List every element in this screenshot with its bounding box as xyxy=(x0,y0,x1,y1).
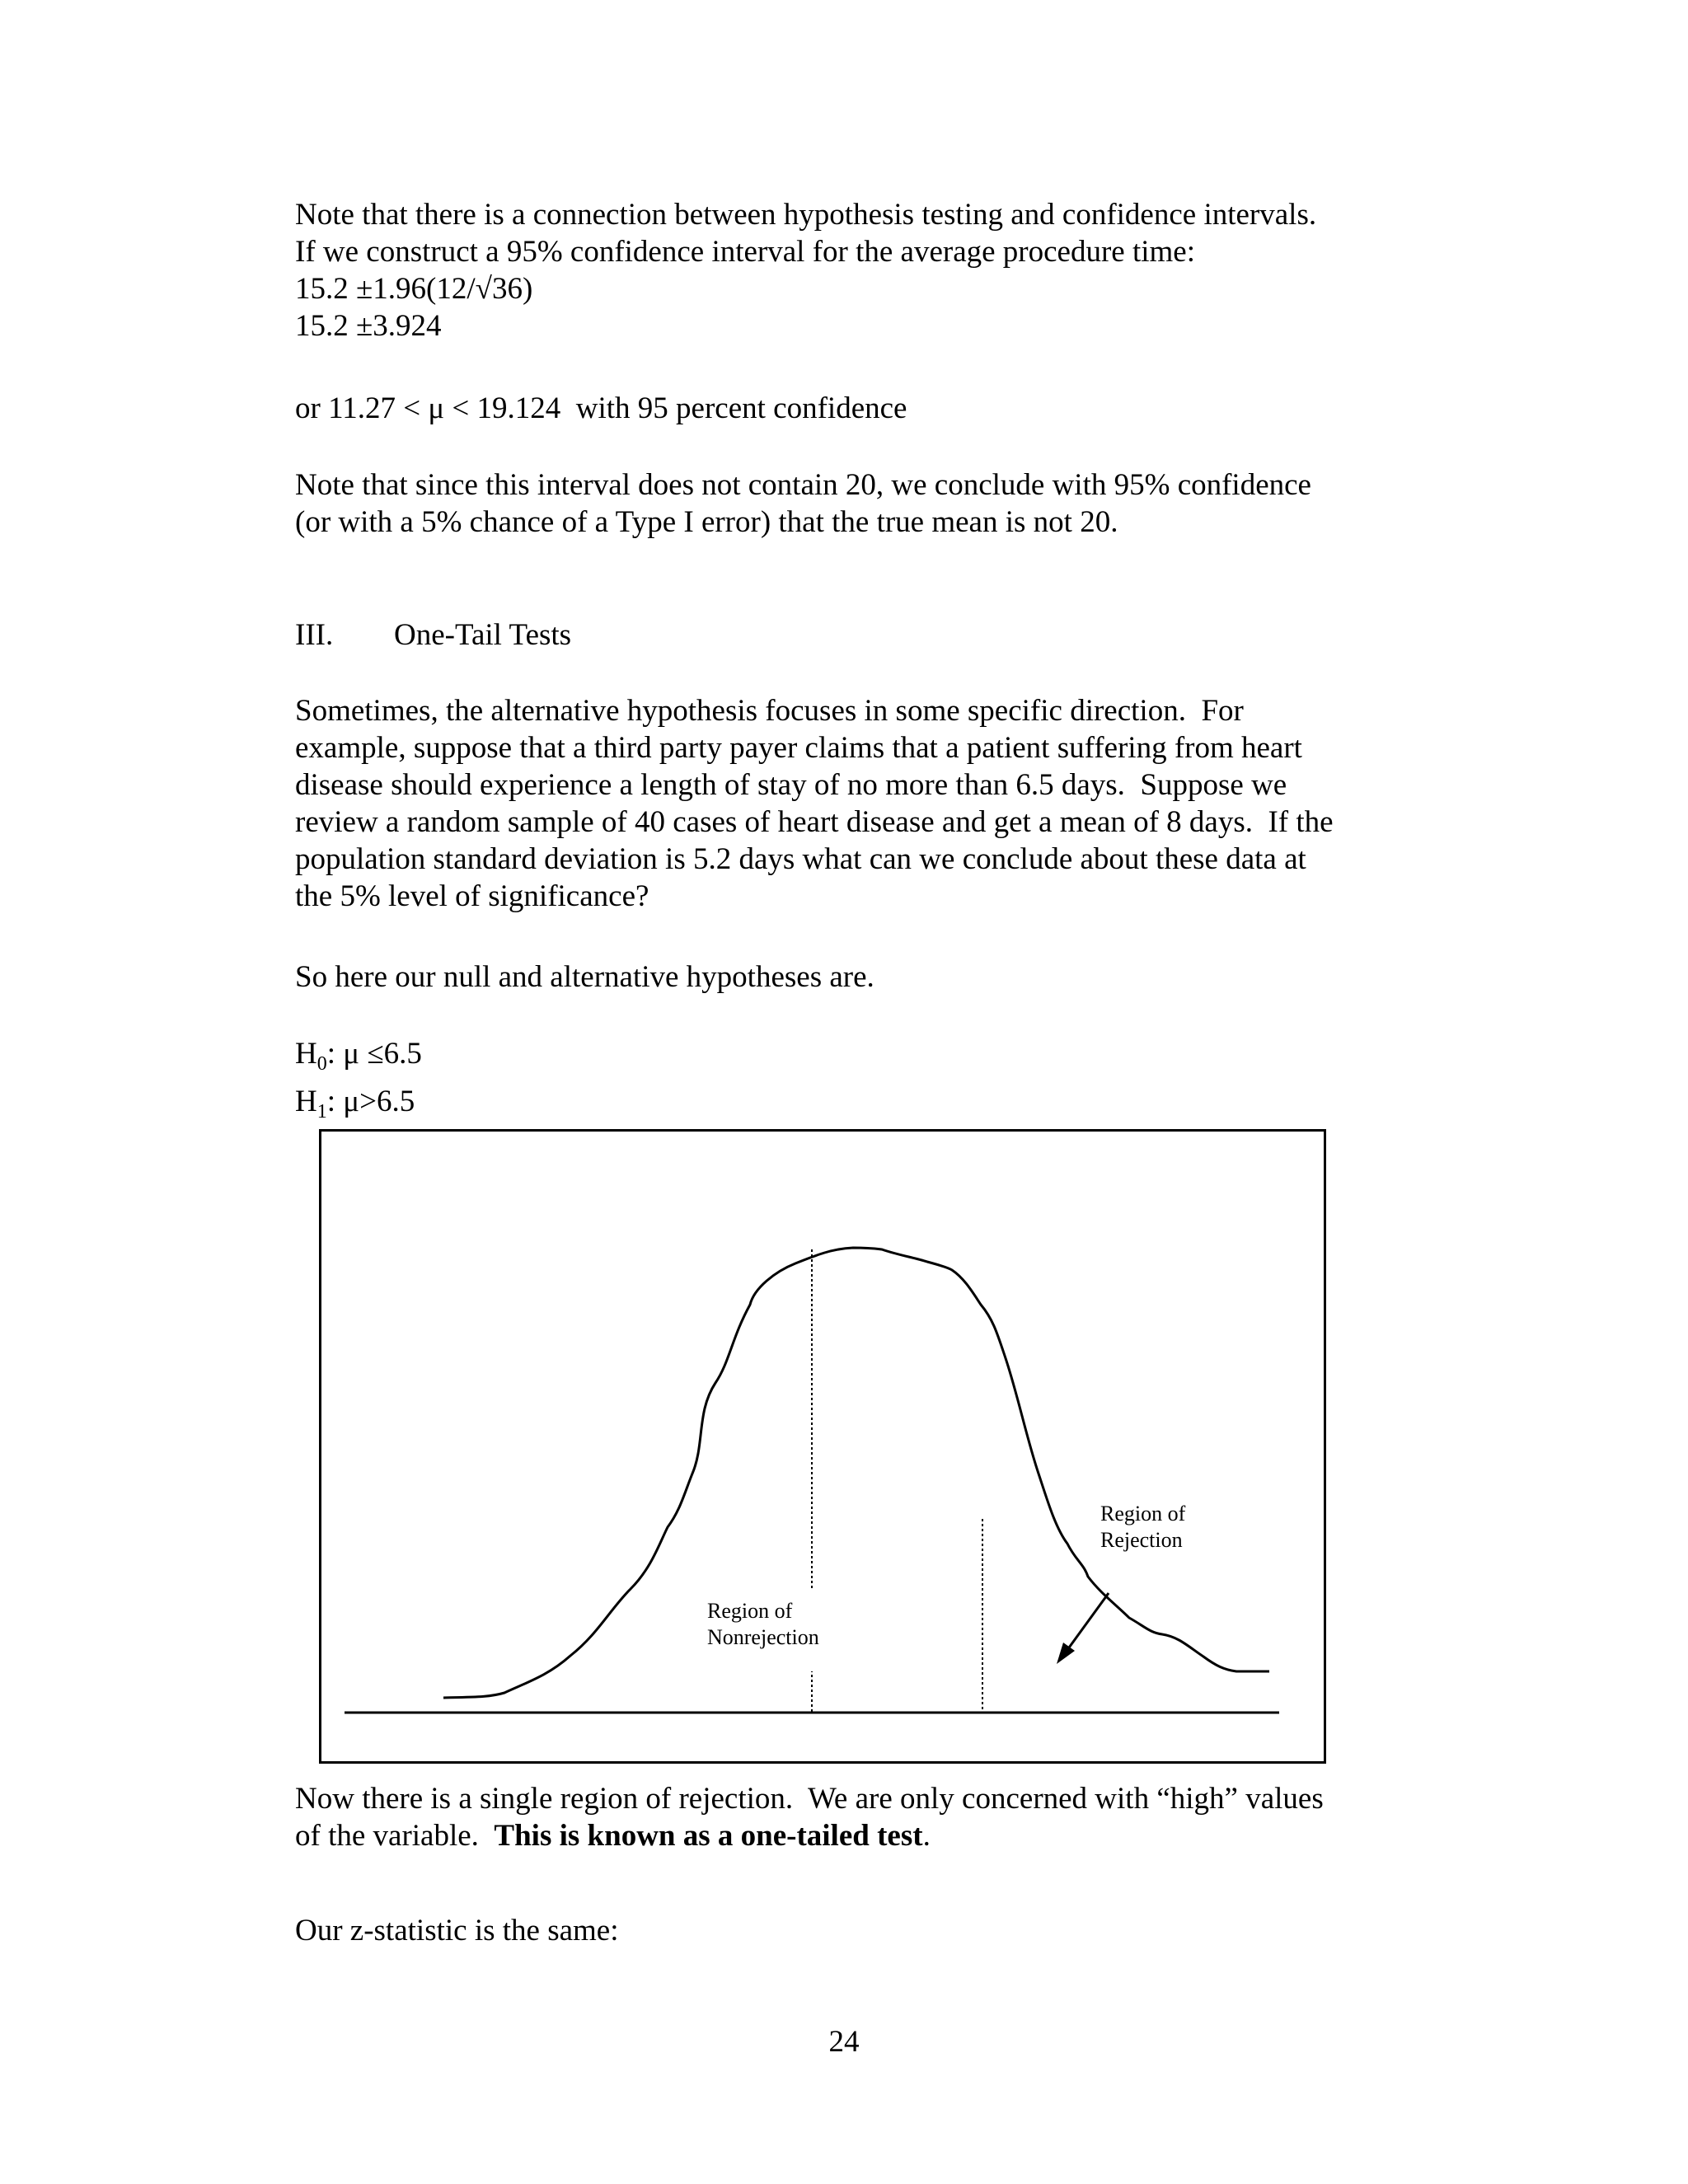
text-line: Our z-statistic is the same: xyxy=(295,1914,619,1947)
h-letter: H xyxy=(295,1085,317,1118)
distribution-svg xyxy=(321,1132,1329,1766)
section-title: One-Tail Tests xyxy=(394,618,572,652)
text-line: (or with a 5% chance of a Type I error) that the true mean is not 20. xyxy=(295,505,1118,539)
text-line: Now there is a single region of rejection. We are only concerned with “high” values xyxy=(295,1782,1324,1816)
rejection-arrow-head xyxy=(1057,1643,1075,1664)
subscript: 0 xyxy=(316,1053,327,1075)
formula-line: 15.2 ±1.96(12/√36) xyxy=(295,272,533,306)
paragraph-z-statistic xyxy=(295,1912,1424,1949)
subscript: 1 xyxy=(316,1101,327,1122)
hypothesis-text: : μ>6.5 xyxy=(326,1085,415,1118)
alternative-hypothesis xyxy=(295,1083,1424,1131)
null-hypothesis xyxy=(295,1035,1424,1083)
paragraph-conclusion xyxy=(295,466,1424,541)
nonrejection-label-line1: Region of xyxy=(707,1599,793,1623)
text-line: Note that there is a connection between hypothesis testing and confidence intervals. xyxy=(295,198,1317,232)
hypotheses-block xyxy=(295,1035,1424,1131)
paragraph-example xyxy=(295,692,1424,915)
rejection-label-line1: Region of xyxy=(1100,1502,1186,1526)
text-line: Note that since this interval does not contain 20, we conclude with 95% confidence xyxy=(295,468,1311,502)
page-number: 24 xyxy=(828,2025,860,2059)
text-line: disease should experience a length of stay of no more than 6.5 days. Suppose we xyxy=(295,768,1287,802)
text-line: example, suppose that a third party payer claims that a patient suffering from heart xyxy=(295,731,1302,765)
text-run: . xyxy=(922,1819,931,1853)
section-number: III. xyxy=(295,618,334,652)
text-line: or 11.27 < μ < 19.124 with 95 percent confidence xyxy=(295,391,907,425)
rejection-label-line2: Rejection xyxy=(1100,1528,1183,1552)
text-line xyxy=(295,1817,1424,1854)
text-line: So here our null and alternative hypotheses are. xyxy=(295,960,874,994)
nonrejection-label-line2: Nonrejection xyxy=(707,1625,819,1649)
text-line: the 5% level of significance? xyxy=(295,879,649,913)
distribution-figure xyxy=(319,1129,1326,1764)
interval-statement xyxy=(295,390,1424,427)
distribution-curve xyxy=(443,1248,1269,1698)
text-line: If we construct a 95% confidence interval for the average procedure time: xyxy=(295,235,1196,269)
text-line: population standard deviation is 5.2 days what can we conclude about these data at xyxy=(295,842,1306,876)
formula-line: 15.2 ±3.924 xyxy=(295,309,442,343)
h-letter: H xyxy=(295,1037,317,1071)
text-line: review a random sample of 40 cases of heart disease and get a mean of 8 days. If the xyxy=(295,805,1334,839)
hypotheses-intro xyxy=(295,958,1424,996)
rejection-arrow-shaft xyxy=(1065,1593,1109,1653)
paragraph-single-region xyxy=(295,1780,1424,1854)
hypothesis-text: : μ ≤6.5 xyxy=(326,1037,422,1071)
text-line: Sometimes, the alternative hypothesis focuses in some specific direction. For xyxy=(295,694,1244,728)
bold-emphasis: This is known as a one-tailed test xyxy=(494,1819,923,1853)
text-run: of the variable. xyxy=(295,1819,495,1853)
section-heading xyxy=(295,616,1424,654)
heading-line xyxy=(295,616,1424,654)
paragraph-confidence-connection xyxy=(295,196,1424,344)
